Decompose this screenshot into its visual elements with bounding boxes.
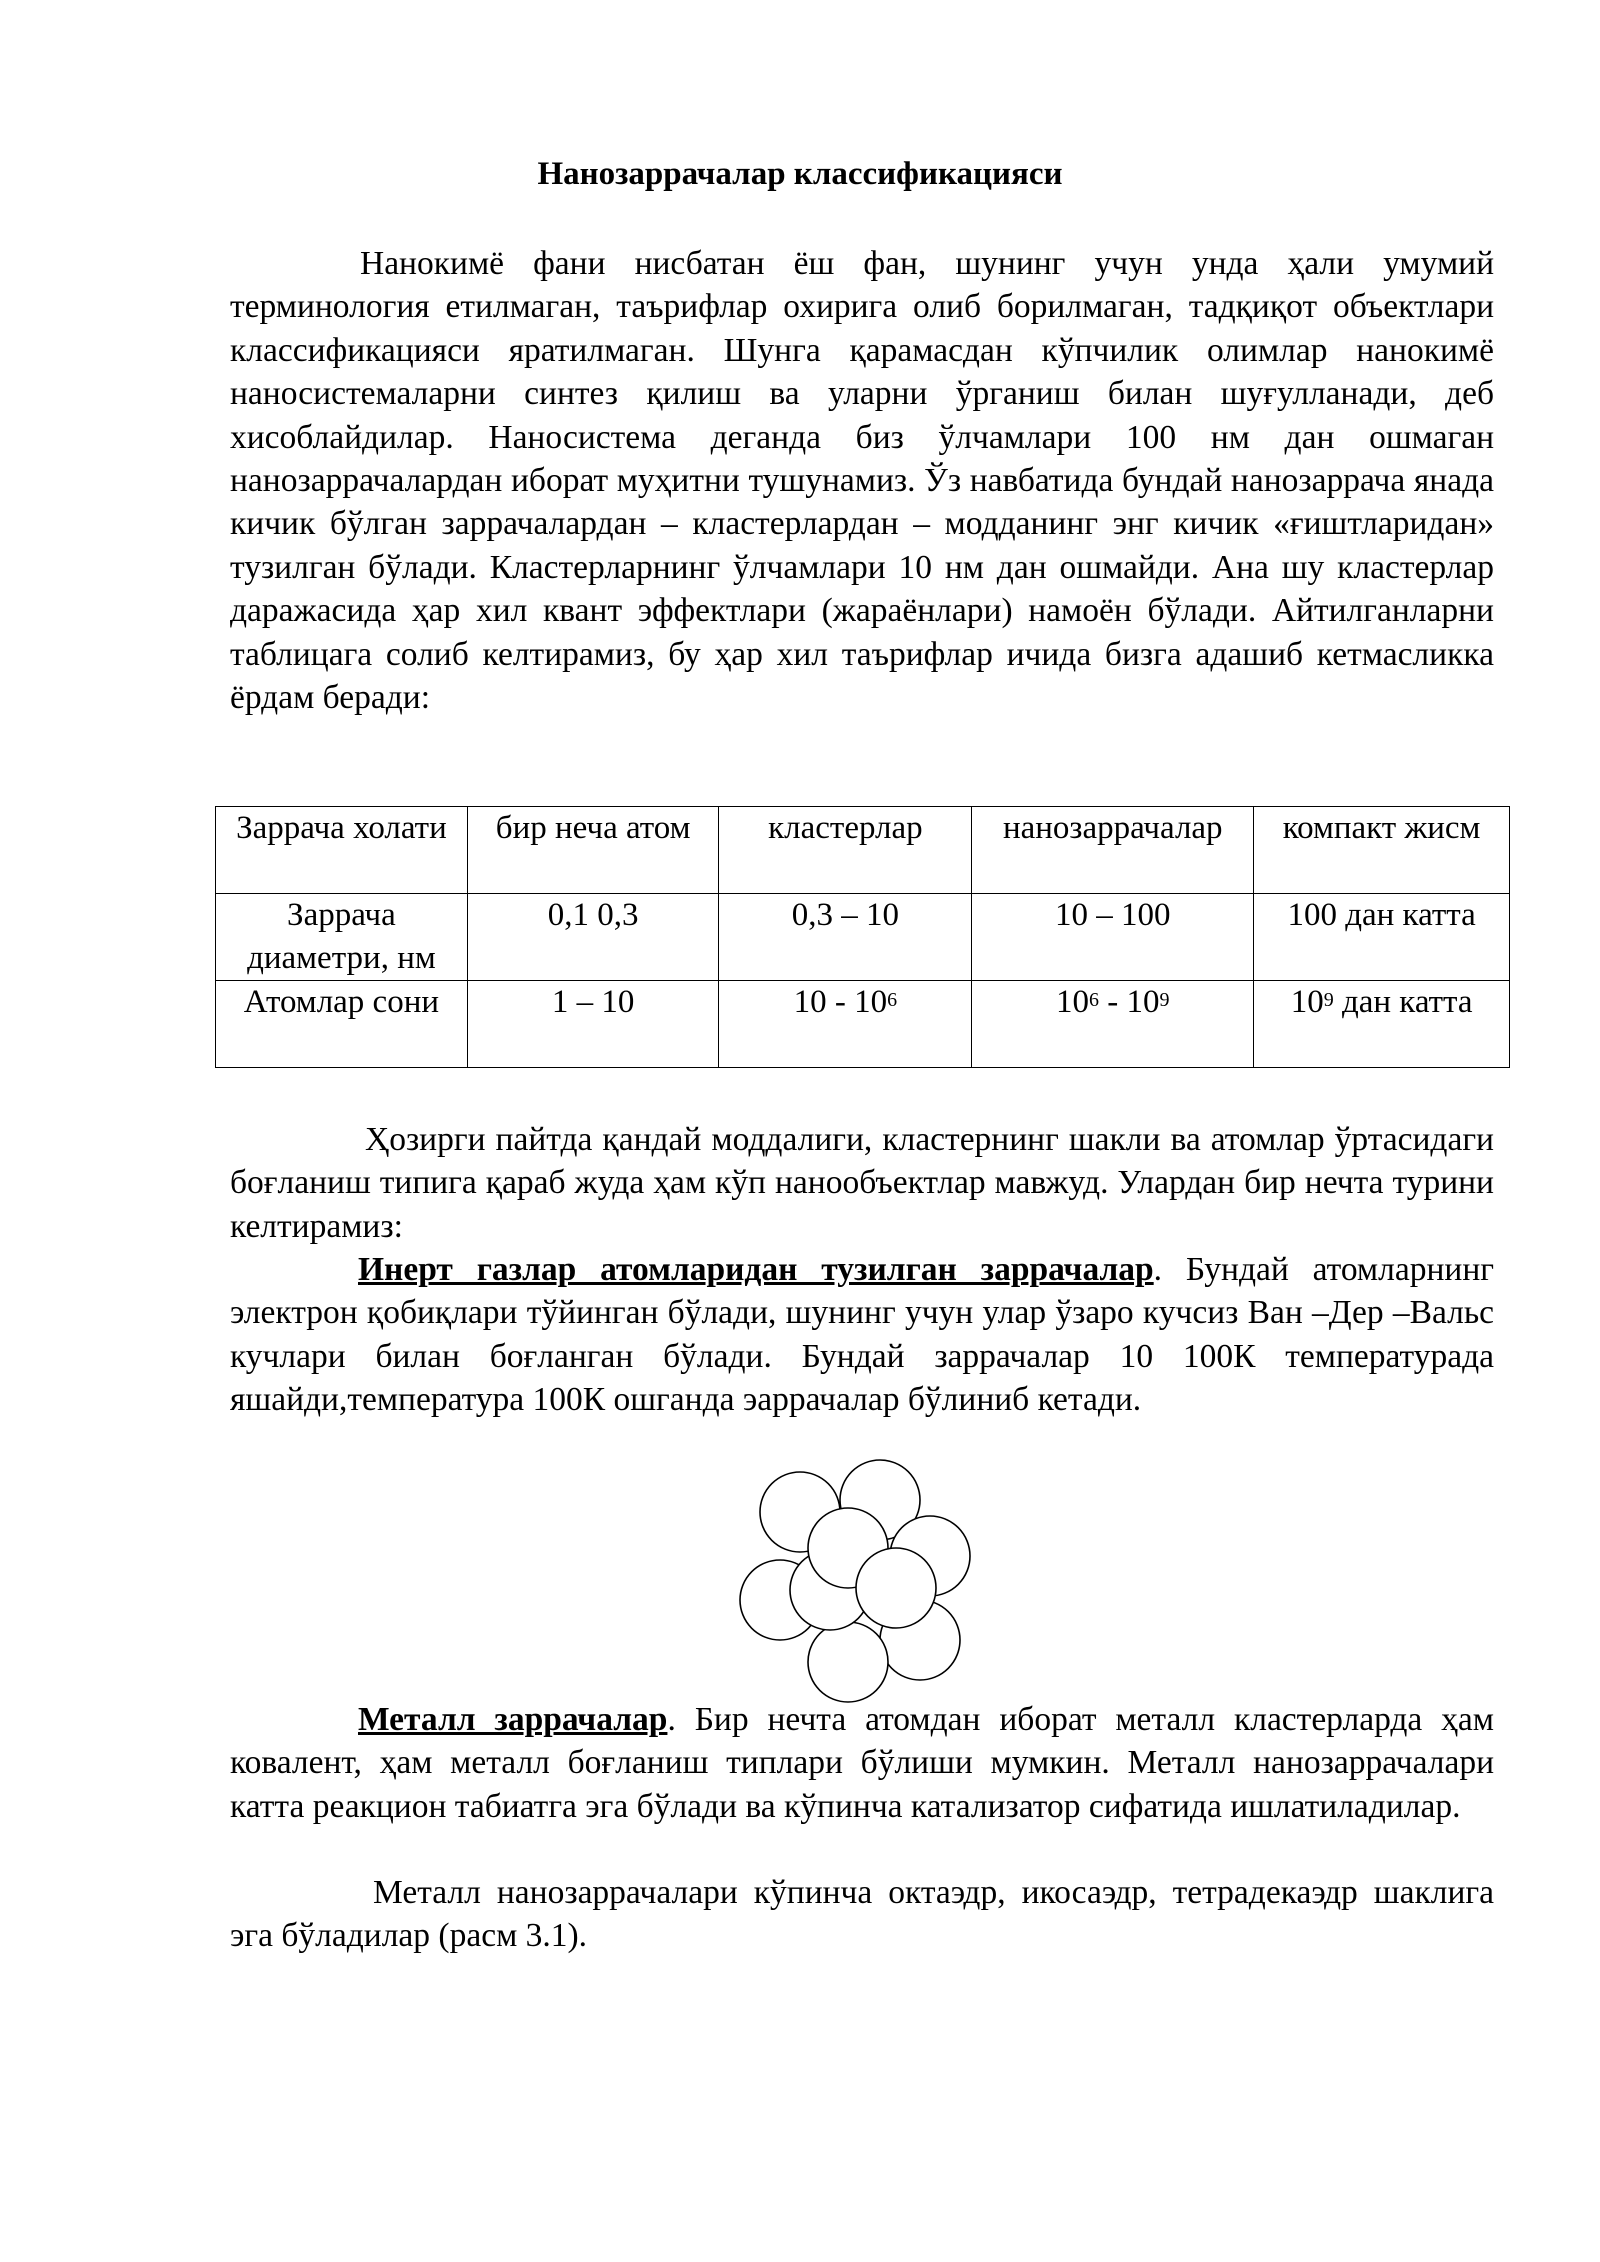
atom-circle	[808, 1622, 888, 1702]
intro-paragraph: Нанокимё фани нисбатан ёш фан, шунинг учун унда ҳали умумий терминология етилмаган, таърифлар охирига олиб борилмаган, тадқиқот объектлари классификацияси яратилмаган. Шунга қарамасдан кўпчилик олимлар нанокимё наносистемаларни синтез қилиш ва уларни ўрганиш билан шуғулланади, деб хисоблайдилар. Наносистема деганда биз ўлчамлари 100 нм дан ошмаган нанозаррачалардан иборат муҳитни тушунамиз. Ўз навбатида бундай нанозаррача янада кичик бўлган заррачалардан – кластерлардан – модданинг энг кичик «ғиштларидан» тузилган бўлади. Кластерларнинг ўлчамлари 10 нм дан ошмайди. Ана шу кластерлар даражасида ҳар хил квант эффектлари (жараёнлари) намоён бўлади. Айтилганларни таблицага солиб келтирамиз, бу ҳар хил таърифлар ичида бизга адашиб кетмасликка ёрдам беради:	[230, 245, 1494, 717]
cell-text: - 10	[1099, 984, 1160, 1020]
cell-text: 10 - 10	[793, 984, 888, 1020]
cell-text: дан катта	[1333, 984, 1473, 1020]
table-cell: 1 – 10	[467, 981, 719, 1068]
page-title: Нанозаррачалар классификацияси	[537, 156, 1063, 192]
metal-paragraph	[230, 1698, 1494, 1828]
table-cell: Заррача холати	[216, 807, 468, 894]
inert-gas-text: . Бундай атомларнинг электрон қобиқлари тўйинган бўлади, шунинг учун улар ўзаро кучсиз Ван –Дер –Вальс кучлари билан боғланган бўлади. Бундай заррачалар 10 100К температурада яшайди,температура 100К ошганда эаррачалар бўлиниб кетади.	[230, 1251, 1494, 1419]
table-row	[216, 807, 1510, 894]
table-row	[216, 981, 1510, 1068]
table-cell	[972, 981, 1254, 1068]
table-cell	[719, 981, 972, 1068]
objects-paragraph: Ҳозирги пайтда қандай моддалиги, кластернинг шакли ва атомлар ўртасидаги боғланиш типига қараб жуда ҳам кўп нанообъектлар мавжуд. Улардан бир нечта турини келтирамиз:	[230, 1121, 1494, 1245]
inert-gas-paragraph	[230, 1248, 1494, 1422]
table-cell: кластерлар	[719, 807, 972, 894]
exponent: 9	[1159, 989, 1170, 1011]
metal-heading: Металл заррачалар	[358, 1701, 668, 1738]
atom-circle	[856, 1548, 936, 1628]
shape-paragraph: Металл нанозаррачалари кўпинча октаэдр, икосаэдр, тетрадекаэдр шаклига эга бўладилар (расм 3.1).	[230, 1874, 1494, 1955]
table-cell: Атомлар сони	[216, 981, 468, 1068]
table-cell: 0,3 – 10	[719, 894, 972, 981]
table-cell: 100 дан катта	[1254, 894, 1510, 981]
atom-cluster-figure	[730, 1456, 980, 1706]
table-cell: нанозаррачалар	[972, 807, 1254, 894]
table-cell: 10 – 100	[972, 894, 1254, 981]
table-cell: 0,1 0,3	[467, 894, 719, 981]
cell-text: 10	[1056, 984, 1089, 1020]
inert-gas-heading: Инерт газлар атомларидан тузилган заррачалар	[358, 1251, 1154, 1288]
table-cell: Заррача диаметри, нм	[216, 894, 468, 981]
table-cell: бир неча атом	[467, 807, 719, 894]
table-row	[216, 894, 1510, 981]
classification-table	[215, 806, 1510, 1068]
table-cell: компакт жисм	[1254, 807, 1510, 894]
exponent: 6	[1089, 989, 1099, 1011]
exponent: 9	[1323, 989, 1334, 1011]
table-cell	[1254, 981, 1510, 1068]
exponent: 6	[887, 989, 898, 1011]
cell-text: 10	[1290, 984, 1324, 1020]
metal-text: . Бир нечта атомдан иборат металл кластерларда ҳам ковалент, ҳам металл боғланиш типлари бўлиши мумкин. Металл нанозаррачалари катта реакцион табиатга эга бўлади ва кўпинча катализатор сифатида ишлатиладилар.	[230, 1701, 1495, 1825]
